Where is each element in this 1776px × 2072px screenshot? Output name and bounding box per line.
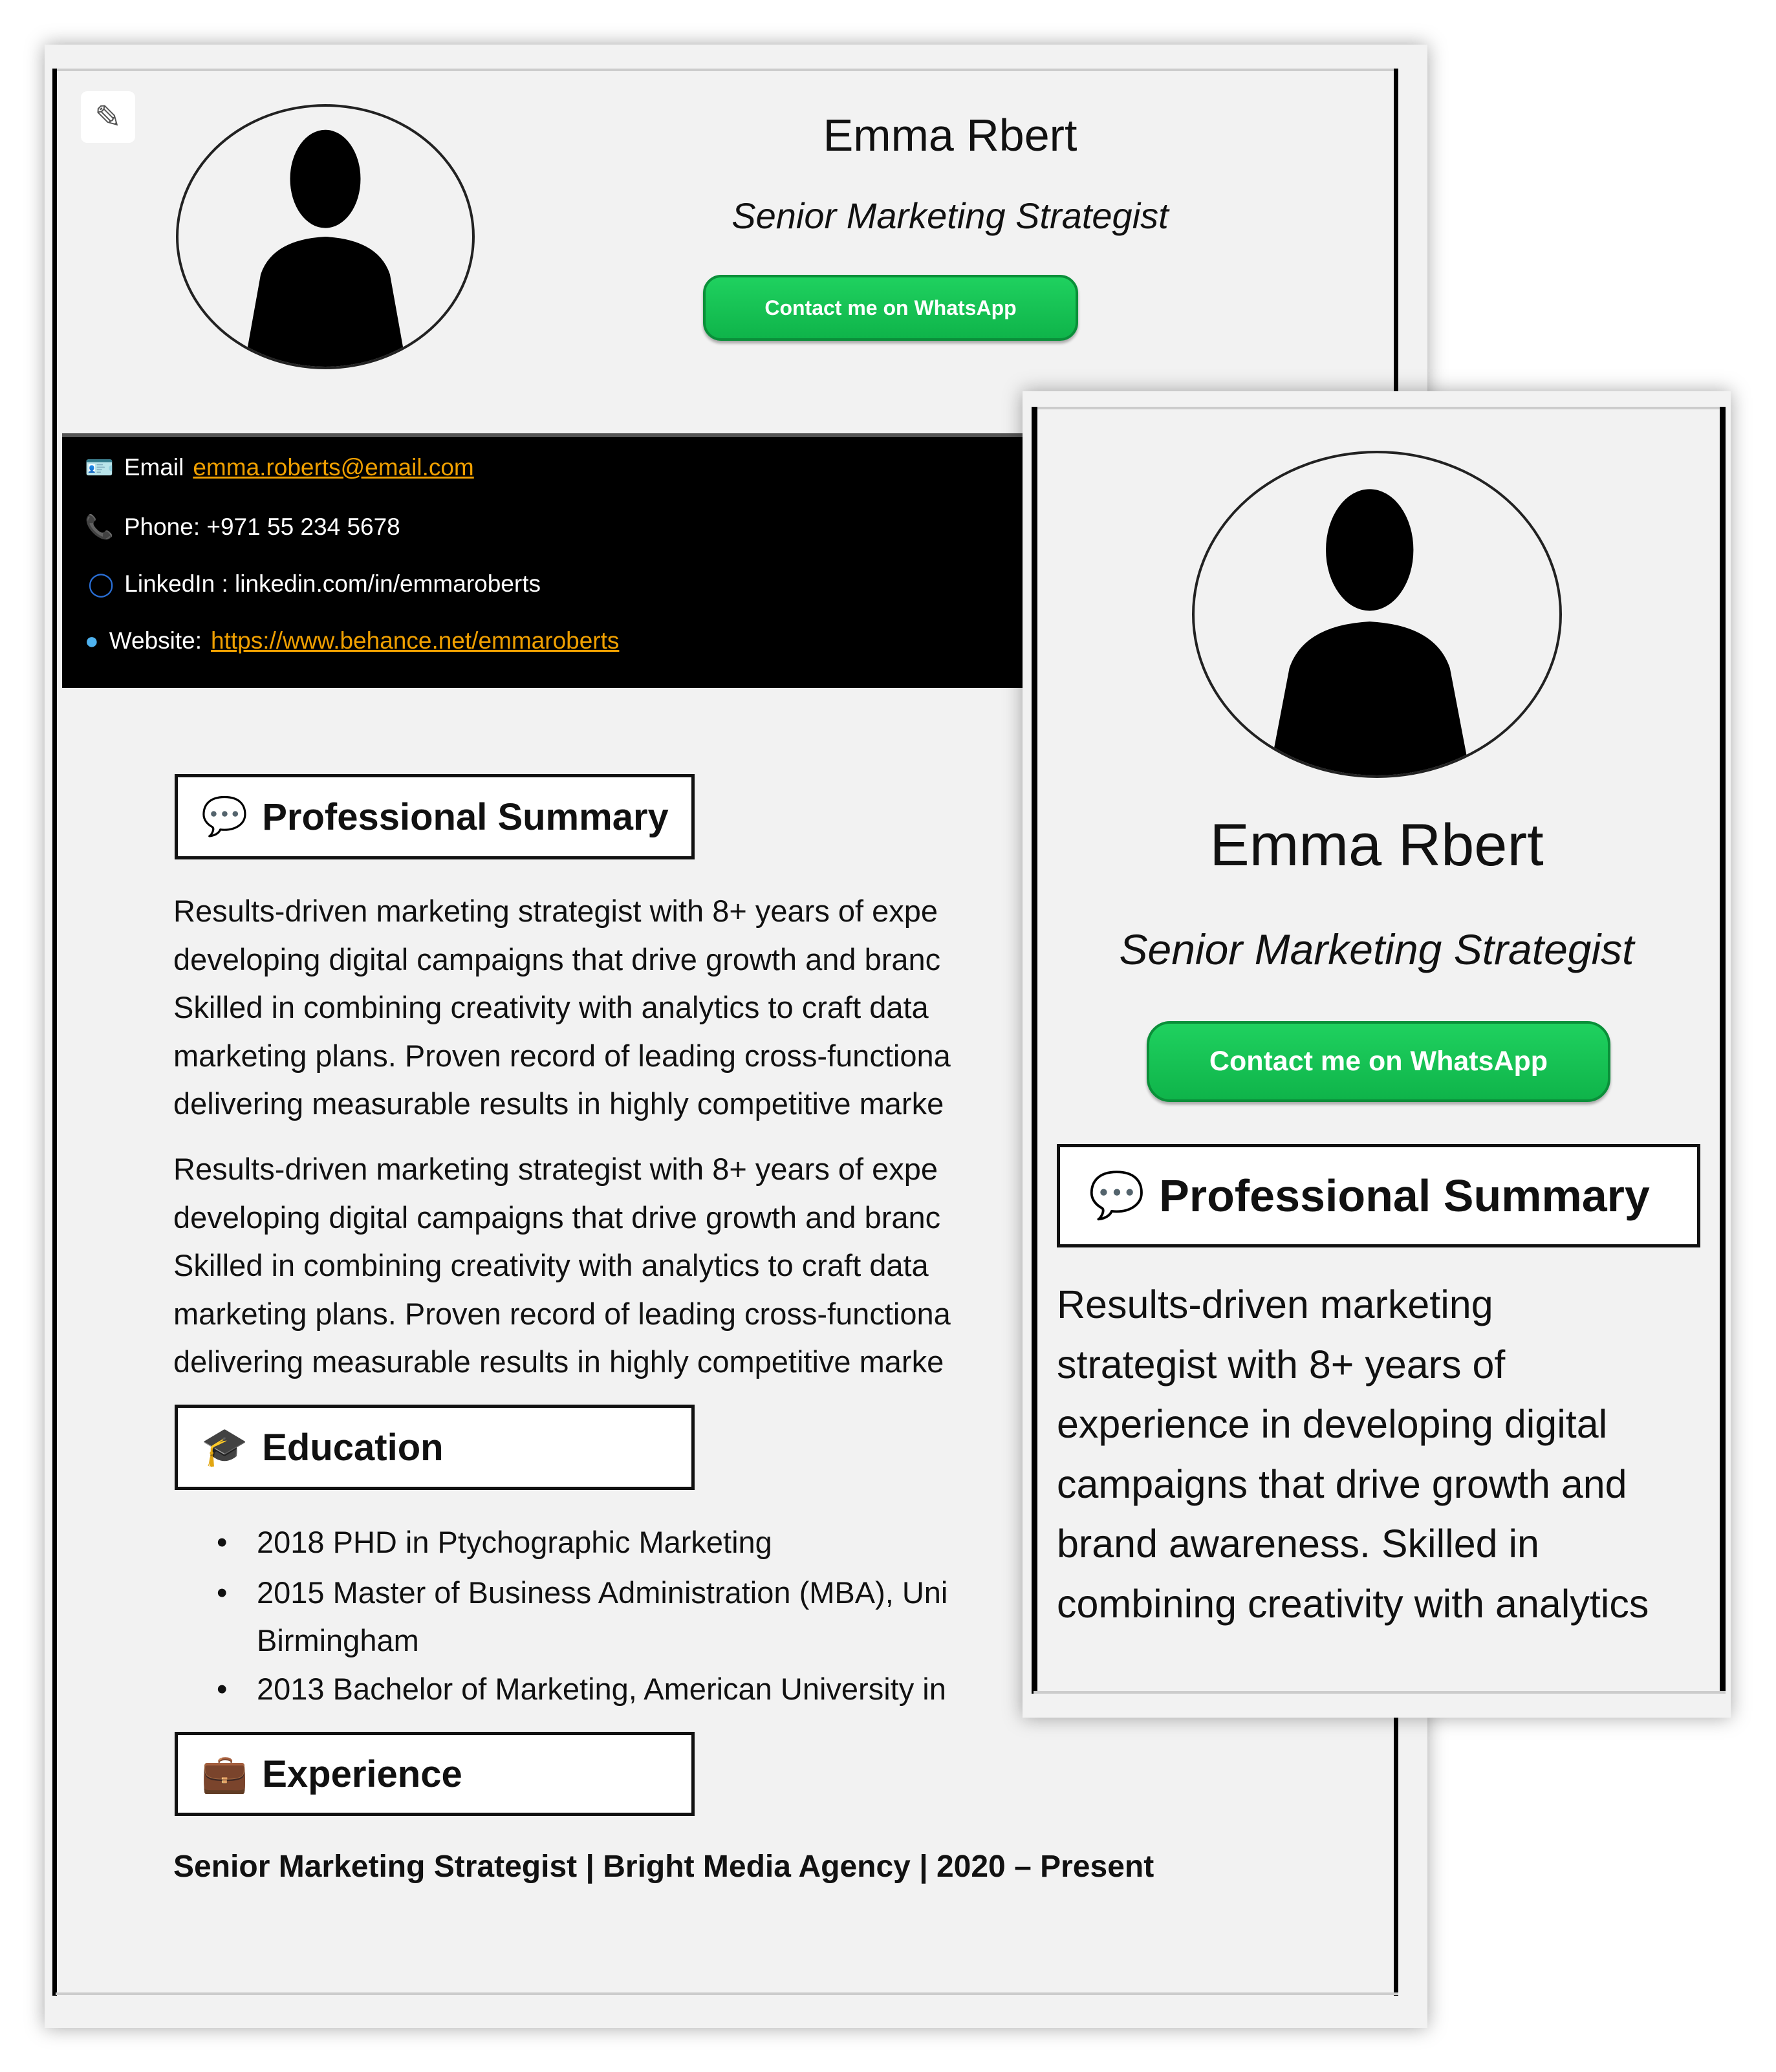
avatar	[176, 104, 475, 369]
mobile-resume-preview	[1023, 391, 1731, 1718]
avatar	[1192, 451, 1562, 778]
text-line: Results-driven marketing strategist with 8+ years of expe	[173, 1152, 938, 1186]
email-link[interactable]: emma.roberts@email.com	[193, 454, 474, 480]
section-title: Professional Summary	[262, 795, 669, 838]
text-line: delivering measurable results in highly competitive marke	[173, 1086, 944, 1121]
contact-email	[85, 454, 474, 481]
person-silhouette-icon	[179, 107, 472, 367]
globe-icon: ●	[85, 627, 99, 654]
text-line: combining creativity with analytics	[1057, 1581, 1649, 1626]
education-item-continued: Birmingham	[257, 1623, 419, 1657]
right-border	[1720, 407, 1726, 1694]
phone-text: Phone: +971 55 234 5678	[124, 513, 400, 540]
education-item: • 2013 Bachelor of Marketing, American University in	[257, 1671, 946, 1707]
text-line: experience in developing digital	[1057, 1402, 1608, 1446]
text-line: delivering measurable results in highly competitive marke	[173, 1344, 944, 1379]
candidate-title: Senior Marketing Strategist	[1119, 925, 1634, 973]
bottom-border	[56, 1992, 1398, 1995]
website-link[interactable]: https://www.behance.net/emmaroberts	[211, 627, 620, 654]
contact-phone	[85, 513, 400, 541]
experience-entry: Senior Marketing Strategist | Bright Media Agency | 2020 – Present	[173, 1850, 1154, 1884]
text-line: brand awareness. Skilled in	[1057, 1522, 1539, 1566]
top-border	[1034, 407, 1726, 409]
education-item: • 2018 PHD in Ptychographic Marketing	[257, 1524, 772, 1560]
summary-paragraph	[173, 887, 951, 1128]
candidate-name: Emma Rbert	[823, 110, 1078, 160]
education-item: • 2015 Master of Business Administration (MBA), Uni	[257, 1575, 948, 1610]
candidate-name: Emma Rbert	[1209, 812, 1544, 878]
edit-icon[interactable]: ✎	[81, 91, 135, 143]
speech-bubble-icon: 💬	[1088, 1170, 1145, 1220]
whatsapp-contact-button[interactable]: Contact me on WhatsApp	[703, 275, 1078, 341]
briefcase-icon: 💼	[201, 1753, 248, 1795]
email-label: Email	[124, 454, 184, 480]
contact-website	[85, 627, 619, 654]
phone-icon: 📞	[85, 513, 114, 540]
text-line: Results-driven marketing strategist with 8+ years of expe	[173, 894, 938, 928]
text-line: Skilled in combining creativity with analytics to craft data	[173, 990, 929, 1025]
speech-bubble-icon: 💬	[201, 795, 248, 837]
section-title: Education	[262, 1426, 444, 1469]
left-border	[1032, 407, 1037, 1694]
text-line: marketing plans. Proven record of leading cross-functiona	[173, 1296, 951, 1331]
person-silhouette-icon	[1195, 453, 1559, 775]
linkedin-text: LinkedIn : linkedin.com/in/emmaroberts	[124, 570, 541, 597]
whatsapp-contact-button[interactable]: Contact me on WhatsApp	[1147, 1021, 1610, 1102]
text-line: Skilled in combining creativity with analytics to craft data	[173, 1248, 929, 1283]
id-card-icon: 🪪	[85, 454, 114, 480]
summary-paragraph	[1057, 1275, 1649, 1634]
website-label: Website:	[109, 627, 202, 654]
text-line: campaigns that drive growth and	[1057, 1462, 1627, 1506]
candidate-title: Senior Marketing Strategist	[731, 195, 1169, 236]
text-line: marketing plans. Proven record of leading cross-functiona	[173, 1038, 951, 1073]
summary-paragraph	[173, 1145, 951, 1387]
section-header-summary	[1057, 1144, 1700, 1247]
text-line: developing digital campaigns that drive growth and branc	[173, 1200, 941, 1235]
text-line: developing digital campaigns that drive growth and branc	[173, 942, 941, 977]
contact-linkedin	[88, 570, 541, 598]
speech-bubble-icon: ◯	[88, 570, 114, 597]
text-line: strategist with 8+ years of	[1057, 1342, 1506, 1387]
left-border	[52, 69, 57, 1996]
top-border	[56, 69, 1398, 71]
section-header-experience	[175, 1732, 695, 1816]
bottom-border	[1034, 1691, 1726, 1694]
text-line: Results-driven marketing	[1057, 1282, 1493, 1326]
section-header-education	[175, 1405, 695, 1490]
section-title: Professional Summary	[1159, 1171, 1650, 1221]
graduation-cap-icon: 🎓	[201, 1426, 248, 1468]
section-header-summary	[175, 774, 695, 859]
section-title: Experience	[262, 1753, 462, 1795]
